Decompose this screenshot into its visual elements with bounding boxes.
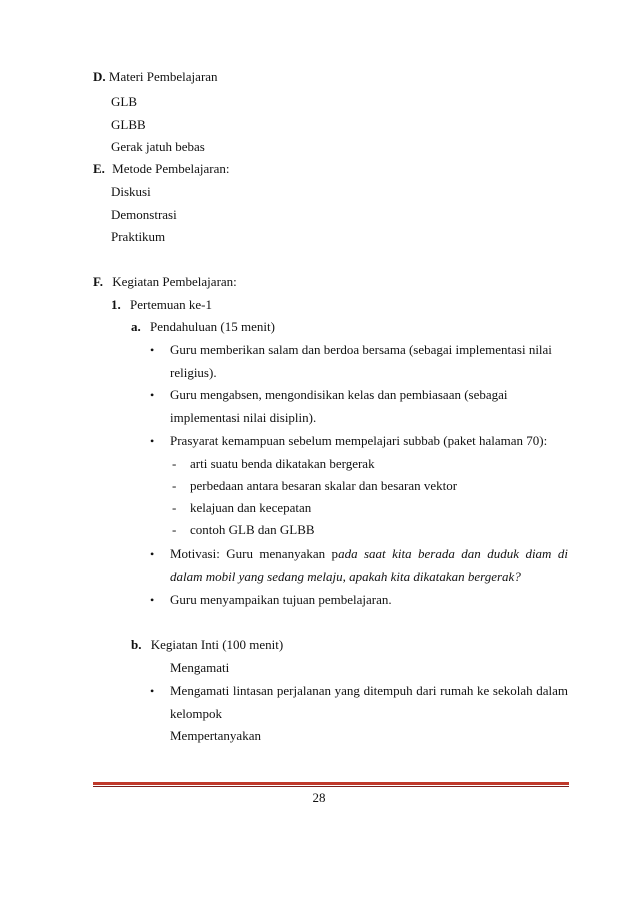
method-item: Praktikum	[111, 229, 166, 244]
bullet-text: Mengamati lintasan perjalanan yang ditempuh dari rumah ke sekolah dalam	[170, 683, 568, 698]
material-item: Gerak jatuh bebas	[111, 139, 205, 154]
part-a-letter: a.	[131, 319, 141, 334]
dash-item: arti suatu benda dikatakan bergerak	[190, 456, 375, 471]
motivasi-line-2: dalam mobil yang sedang melaju, apakah kita dikatakan bergerak?	[170, 569, 521, 584]
method-item: Diskusi	[111, 184, 151, 199]
meeting-heading	[111, 297, 212, 313]
section-e-heading	[93, 161, 230, 177]
bullet-text: Prasyarat kemampuan sebelum mempelajari subbab (paket halaman 70):	[170, 433, 548, 448]
bullet-text: Guru memberikan salam dan berdoa bersama (sebagai implementasi nilai	[170, 342, 552, 357]
bullet-icon: •	[150, 684, 155, 698]
section-d-title: Materi Pembelajaran	[108, 69, 218, 84]
section-d-heading	[93, 69, 218, 85]
dash-marker: -	[172, 478, 177, 493]
bullet-icon: •	[150, 434, 155, 448]
section-f-title: Kegiatan Pembelajaran:	[112, 274, 237, 289]
footer-rule-thin	[93, 786, 569, 787]
section-d-letter: D.	[93, 69, 106, 84]
bullet-icon: •	[150, 388, 155, 402]
motivasi-italic: ada saat kita berada dan duduk diam	[338, 546, 552, 561]
page-number: 28	[312, 790, 326, 805]
material-item: GLB	[111, 94, 137, 109]
section-f-heading	[93, 274, 237, 290]
section-e-letter: E.	[93, 161, 105, 176]
bullet-text: Guru mengabsen, mengondisikan kelas dan pembiasaan (sebagai	[170, 387, 508, 402]
bullet-icon: •	[150, 547, 155, 561]
subheading-mengamati: Mengamati	[170, 660, 230, 675]
part-b-heading	[131, 637, 283, 653]
subheading-mempertanyakan: Mempertanyakan	[170, 728, 261, 743]
dash-item: kelajuan dan kecepatan	[190, 500, 312, 515]
motivasi-end: di	[557, 546, 569, 561]
section-e-title: Metode Pembelajaran:	[112, 161, 230, 176]
section-f-letter: F.	[93, 274, 103, 289]
bullet-icon: •	[150, 593, 155, 607]
method-item: Demonstrasi	[111, 207, 177, 222]
part-b-letter: b.	[131, 637, 142, 652]
meeting-number: 1.	[111, 297, 121, 312]
dash-marker: -	[172, 456, 177, 471]
dash-item: perbedaan antara besaran skalar dan besaran vektor	[190, 478, 458, 493]
meeting-label: Pertemuan ke-1	[130, 297, 212, 312]
part-a-title: Pendahuluan (15 menit)	[150, 319, 275, 334]
bullet-text: kelompok	[170, 706, 222, 721]
bullet-text: Guru menyampaikan tujuan pembelajaran.	[170, 592, 392, 607]
motivasi-line-1	[170, 546, 568, 562]
bullet-text: implementasi nilai disiplin).	[170, 410, 317, 425]
dash-marker: -	[172, 522, 177, 537]
part-b-title: Kegiatan Inti (100 menit)	[150, 637, 284, 652]
dash-marker: -	[172, 500, 177, 515]
bullet-text: religius).	[170, 365, 217, 380]
motivasi-normal: Motivasi: Guru menanyakan p	[170, 546, 339, 561]
bullet-icon: •	[150, 343, 155, 357]
material-item: GLBB	[111, 117, 146, 132]
part-a-heading	[131, 319, 275, 335]
footer-rule	[93, 782, 569, 785]
dash-item: contoh GLB dan GLBB	[190, 522, 315, 537]
